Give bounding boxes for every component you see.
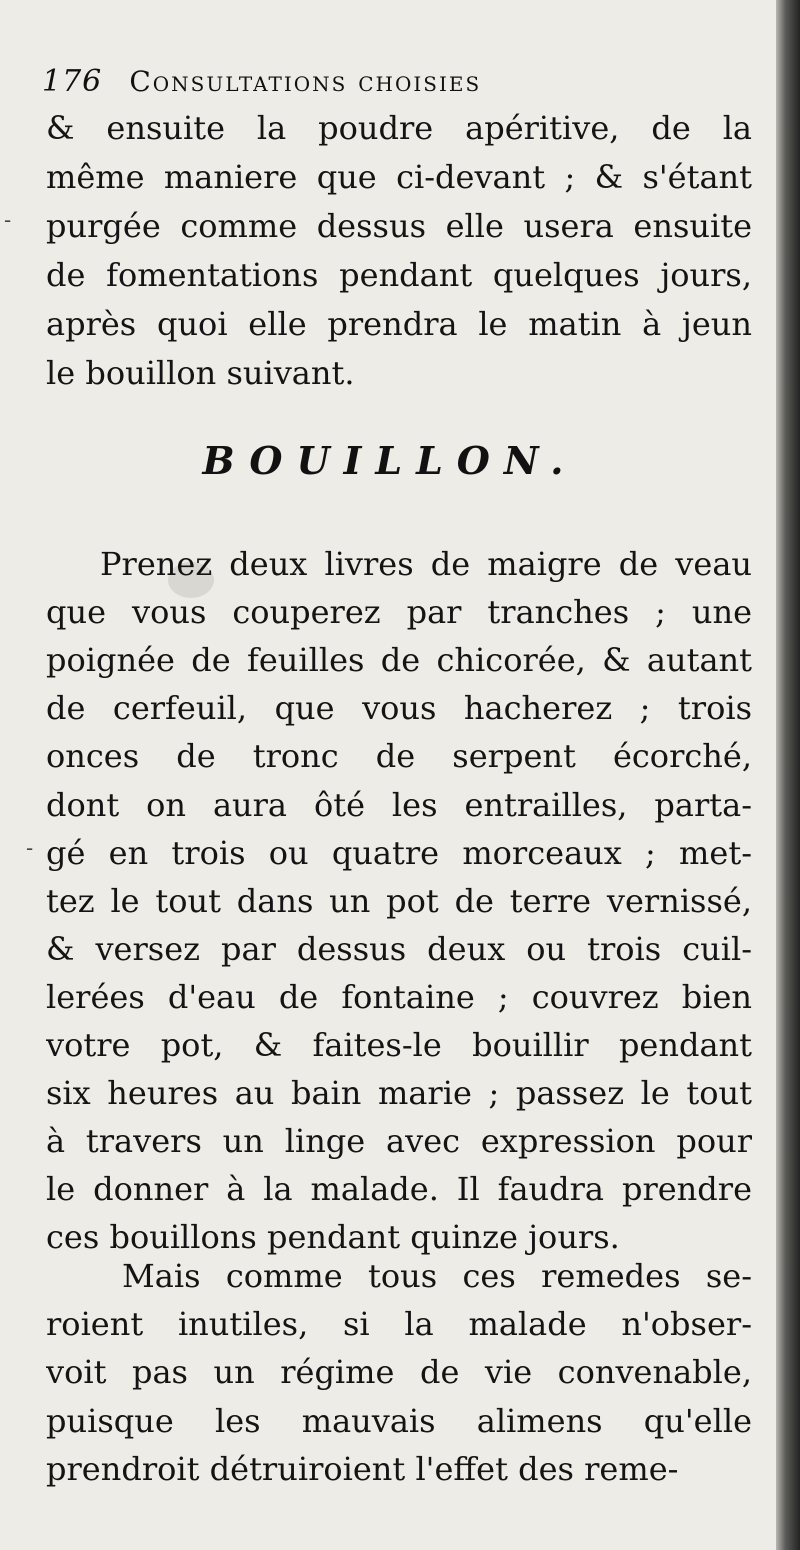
text-line: même maniere que ci-devant ; & s'étant bbox=[46, 158, 752, 196]
text-line: ces bouillons pendant quinze jours. bbox=[46, 1218, 620, 1257]
running-header bbox=[42, 64, 742, 99]
text-line: dont on aura ôté les entrailles, parta- bbox=[46, 785, 752, 824]
text-line: gé en trois ou quatre morceaux ; met- bbox=[46, 833, 752, 872]
text-line: purgée comme dessus elle usera ensuite bbox=[46, 207, 752, 245]
text-line: que vous couperez par tranches ; une bbox=[46, 593, 752, 632]
text-line: & ensuite la poudre apéritive, de la bbox=[46, 109, 752, 147]
section-heading: BOUILLON. bbox=[202, 438, 578, 483]
text-line: à travers un linge avec expression pour bbox=[46, 1122, 752, 1161]
margin-mark: - bbox=[4, 208, 12, 232]
text-line: le bouillon suivant. bbox=[46, 354, 355, 392]
text-line: de cerfeuil, que vous hacherez ; trois bbox=[46, 689, 752, 728]
running-title: Consultations choisies bbox=[129, 65, 482, 98]
text-line: lerées d'eau de fontaine ; couvrez bien bbox=[46, 977, 752, 1016]
margin-mark: - bbox=[26, 836, 34, 860]
text-line: le donner à la malade. Il faudra prendre bbox=[46, 1170, 752, 1209]
text-line: puisque les mauvais alimens qu'elle bbox=[46, 1401, 752, 1440]
text-line: & versez par dessus deux ou trois cuil- bbox=[46, 929, 752, 968]
text-line: prendroit détruiroient l'effet des reme- bbox=[46, 1449, 679, 1488]
text-line: poignée de feuilles de chicorée, & autant bbox=[46, 641, 752, 680]
text-line: de fomentations pendant quelques jours, bbox=[46, 256, 752, 294]
text-line: votre pot, & faites-le bouillir pendant bbox=[46, 1026, 752, 1064]
text-line: onces de tronc de serpent écorché, bbox=[46, 737, 752, 776]
text-line: après quoi elle prendra le matin à jeun bbox=[46, 305, 752, 343]
text-line: roient inutiles, si la malade n'obser- bbox=[46, 1305, 752, 1344]
text-line: voit pas un régime de vie convenable, bbox=[46, 1353, 752, 1392]
text-line: six heures au bain marie ; passez le tout bbox=[46, 1074, 752, 1113]
text-line: tez le tout dans un pot de terre vernissé, bbox=[46, 881, 752, 920]
page-edge-shadow bbox=[776, 0, 800, 1550]
text-line: Mais comme tous ces remedes se- bbox=[122, 1257, 752, 1295]
page-number: 176 bbox=[42, 64, 103, 99]
text-line: Prenez deux livres de maigre de veau bbox=[100, 545, 752, 583]
